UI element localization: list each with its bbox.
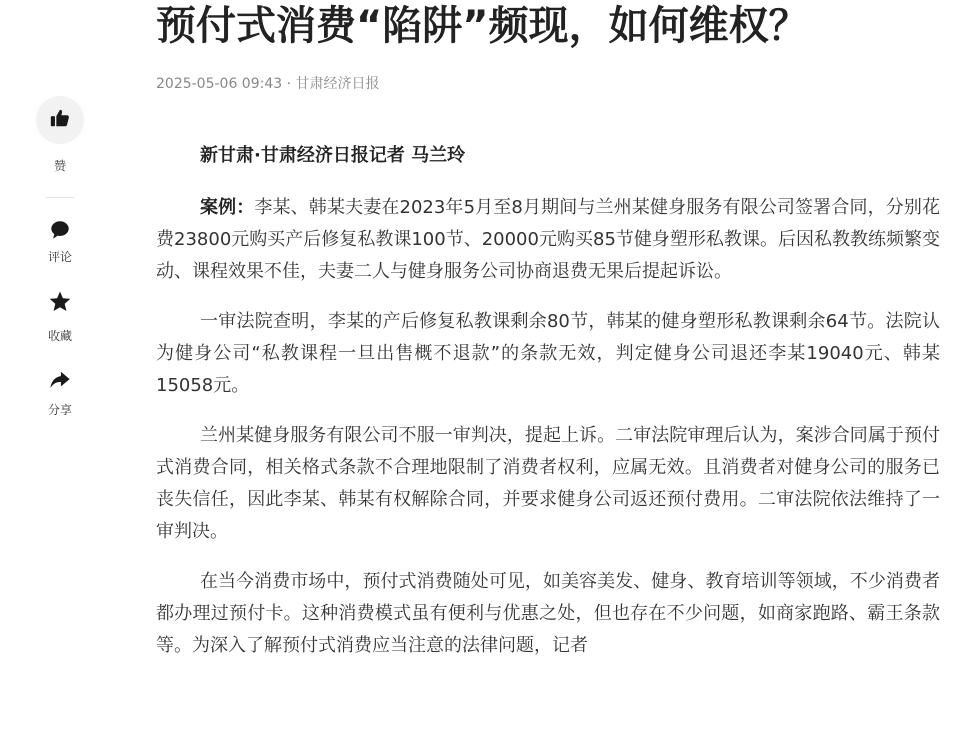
paragraph-text: 李某、韩某夫妻在2023年5月至8月期间与兰州某健身服务有限公司签署合同，分别花费23800元购买产后修复私教课100节、20000元购买85节健身塑形私教课。后因私教教练频繁变动、课程效果不佳，夫妻二人与健身服务公司协商退费无果后提起诉讼。 (156, 197, 940, 282)
like-button[interactable] (36, 96, 84, 144)
paragraph (156, 192, 940, 288)
article-source: 甘肃经济日报 (295, 76, 380, 92)
like-label: 赞 (53, 159, 66, 173)
article-title: 预付式消费“陷阱”频现，如何维权？ (156, 3, 809, 49)
meta-separator: · (282, 76, 296, 92)
speech-bubble-icon (49, 219, 71, 245)
comment-label: 评论 (47, 250, 72, 264)
share-label: 分享 (47, 403, 72, 417)
favorite-button[interactable] (40, 292, 80, 316)
paragraph: 在当今消费市场中，预付式消费随处可见，如美容美发、健身、教育培训等领域，不少消费者都办理过预付卡。这种消费模式虽有便利与优惠之处，但也存在不少问题，如商家跑路、霸王条款等。为深入了解预付式消费应当注意的法律问题，记者 (156, 571, 940, 656)
rail-divider (46, 197, 74, 198)
thumbs-up-icon (49, 107, 71, 133)
share-arrow-icon (49, 369, 71, 395)
paragraph: 兰州某健身服务有限公司不服一审判决，提起上诉。二审法院审理后认为，案涉合同属于预付式消费合同，相关格式条款不合理地限制了消费者权利，应属无效。且消费者对健身公司的服务已丧失信任，因此李某、韩某有权解除合同，并要求健身公司返还预付费用。二审法院依法维持了一审判决。 (156, 425, 940, 542)
star-icon (48, 290, 72, 318)
article-body (156, 136, 940, 680)
case-lead: 案例： (200, 197, 255, 218)
article-meta (156, 74, 380, 94)
byline: 新甘肃·甘肃经济日报记者 马兰玲 (200, 145, 466, 166)
paragraph: 一审法院查明，李某的产后修复私教课剩余80节，韩某的健身塑形私教课剩余64节。法院认为健身公司“私教课程一旦出售概不退款”的条款无效，判定健身公司退还李某19040元、韩某15058元。 (156, 311, 940, 396)
comment-button[interactable] (40, 220, 80, 244)
publish-date: 2025-05-06 09:43 (156, 76, 283, 92)
share-button[interactable] (40, 370, 80, 394)
favorite-label: 收藏 (47, 329, 72, 343)
